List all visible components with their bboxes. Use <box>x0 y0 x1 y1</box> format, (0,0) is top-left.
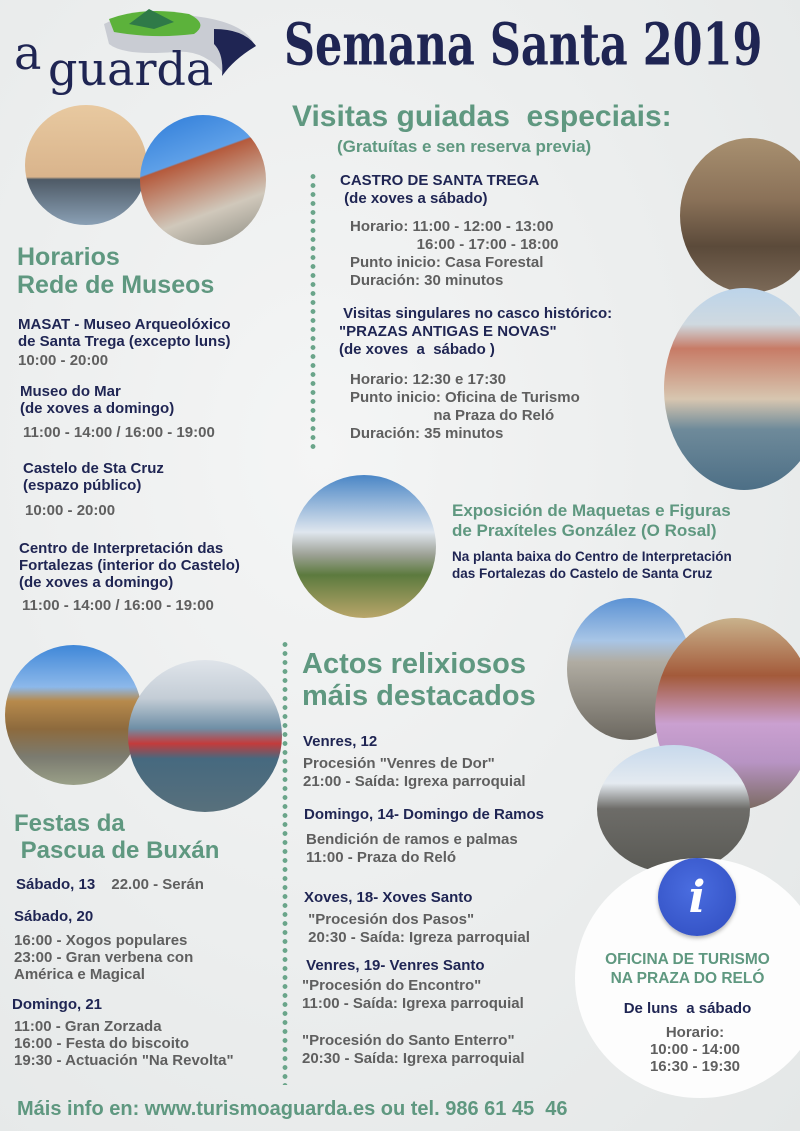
museo-item <box>18 316 231 369</box>
acto-details: Procesión "Venres de Dor" 21:00 - Saída: Igrexa parroquial <box>303 755 526 790</box>
acto-day: Domingo, 14- Domingo de Ramos <box>304 806 545 823</box>
castro-line: 16:00 - 17:00 - 18:00 <box>350 236 559 253</box>
museo-hours: 11:00 - 14:00 / 16:00 - 19:00 <box>22 597 214 614</box>
museo-item <box>20 383 215 441</box>
castro-line: Horario: 11:00 - 12:00 - 13:00 <box>350 218 554 235</box>
photo-castle <box>25 105 147 225</box>
visitas-subheading: (Gratuítas e sen reserva previa) <box>337 137 592 156</box>
actos-heading-line2: máis destacados <box>302 680 536 712</box>
museo-name: Centro de Interpretación das Fortalezas (interior do Castelo) (de xoves a domingo) <box>19 540 240 591</box>
exposicion-desc: Na planta baixa do Centro de Interpretación das Fortalezas do Castelo de Santa Cruz <box>452 549 732 581</box>
acto-details: "Procesión dos Pasos" 20:30 - Saída: Igreza parroquial <box>308 911 530 946</box>
singulares-subtitle: "PRAZAS ANTIGAS E NOVAS" <box>339 323 557 340</box>
museo-hours: 10:00 - 20:00 <box>25 502 116 519</box>
festas-event: 22.00 - Serán <box>111 876 204 893</box>
castro-line: Duración: 30 minutos <box>350 272 504 289</box>
exposicion-title: Exposición de Maquetas e Figuras de Praxíteles González (O Rosal) <box>452 501 731 540</box>
singulares-line: Punto inicio: Oficina de Turismo <box>350 389 580 406</box>
acto-item <box>304 889 530 947</box>
festas-sab20 <box>14 908 193 983</box>
museos-heading <box>17 243 214 299</box>
museos-heading-line2: Rede de Museos <box>17 271 215 299</box>
festas-dom21 <box>12 996 234 1069</box>
photo-museum <box>140 115 266 245</box>
photo-town <box>664 288 800 490</box>
museos-heading-line1: Horarios <box>17 243 120 271</box>
footer-contact: Máis info en: www.turismoaguarda.es ou tel. 986 61 45 46 <box>17 1098 568 1120</box>
acto-item <box>304 806 544 867</box>
acto-day: Xoves, 18- Xoves Santo <box>304 889 473 906</box>
singulares-line: na Praza do Reló <box>350 407 555 424</box>
acto-details: "Procesión do Encontro" 11:00 - Saída: Igrexa parroquial <box>302 977 524 1012</box>
oficina-hours: Horario: 10:00 - 14:00 16:30 - 19:30 <box>649 1024 741 1075</box>
museo-name: Museo do Mar (de xoves a domingo) <box>20 383 175 417</box>
acto-day: Venres, 19- Venres Santo <box>302 957 485 974</box>
acto-day: Venres, 12 <box>303 733 378 750</box>
castro-days: (de xoves a sábado) <box>340 190 488 207</box>
museo-name: MASAT - Museo Arqueolóxico de Santa Trega (excepto luns) <box>18 316 231 350</box>
museo-name: Castelo de Sta Cruz (espazo público) <box>23 460 164 494</box>
logo-text-guarda: guarda <box>48 42 214 96</box>
festas-heading-line2: Pascua de Buxán <box>14 837 220 864</box>
logo <box>14 4 259 99</box>
actos-heading <box>302 648 536 712</box>
photo-fortress <box>292 475 436 618</box>
singulares-title: Visitas singulares no casco histórico: <box>339 305 613 322</box>
logo-text-a: a <box>14 26 42 80</box>
castro-block <box>340 172 558 290</box>
festas-sab13 <box>16 876 204 893</box>
photo-clock-tower <box>597 745 750 873</box>
singulares-days: (de xoves a sábado ) <box>339 341 495 358</box>
acto-item <box>302 957 524 1013</box>
museo-item <box>23 460 164 519</box>
actos-heading-line1: Actos relixiosos <box>302 648 527 680</box>
oficina-title: OFICINA DE TURISMO NA PRAZA DO RELÓ <box>605 951 770 987</box>
singulares-line: Horario: 12:30 e 17:30 <box>350 371 506 388</box>
photo-harbour-statue <box>128 660 282 812</box>
festas-events: 11:00 - Gran Zorzada 16:00 - Festa do biscoito 19:30 - Actuación "Na Revolta" <box>14 1018 234 1069</box>
castro-line: Punto inicio: Casa Forestal <box>350 254 544 271</box>
oficina-days: De luns a sábado <box>623 1000 752 1017</box>
singulares-line: Duración: 35 minutos <box>350 425 504 442</box>
singulares-block <box>339 305 612 443</box>
festas-heading <box>14 810 219 864</box>
photo-hut <box>5 645 142 785</box>
acto-item <box>303 733 526 791</box>
page-title: Semana Santa 2019 <box>284 12 763 80</box>
visitas-heading: Visitas guiadas especiais: <box>292 100 672 133</box>
dotted-divider <box>310 172 316 452</box>
info-icon: i <box>658 858 736 936</box>
museo-item <box>19 540 240 614</box>
acto-item <box>302 1032 525 1068</box>
photo-guide <box>680 138 800 293</box>
acto-details: Bendición de ramos e palmas 11:00 - Praza do Reló <box>306 831 518 866</box>
museo-hours: 11:00 - 14:00 / 16:00 - 19:00 <box>23 424 215 441</box>
acto-details: "Procesión do Santo Enterro" 20:30 - Saída: Igrexa parroquial <box>302 1032 525 1067</box>
festas-day: Sábado, 20 <box>14 908 94 925</box>
festas-day: Sábado, 13 <box>16 876 96 893</box>
festas-day: Domingo, 21 <box>12 996 103 1013</box>
festas-events: 16:00 - Xogos populares 23:00 - Gran verbena con América e Magical <box>14 932 194 983</box>
festas-heading-line1: Festas da <box>14 810 125 837</box>
dotted-divider <box>282 640 288 1085</box>
museo-hours: 10:00 - 20:00 <box>18 352 109 369</box>
castro-title: CASTRO DE SANTA TREGA <box>340 172 540 189</box>
